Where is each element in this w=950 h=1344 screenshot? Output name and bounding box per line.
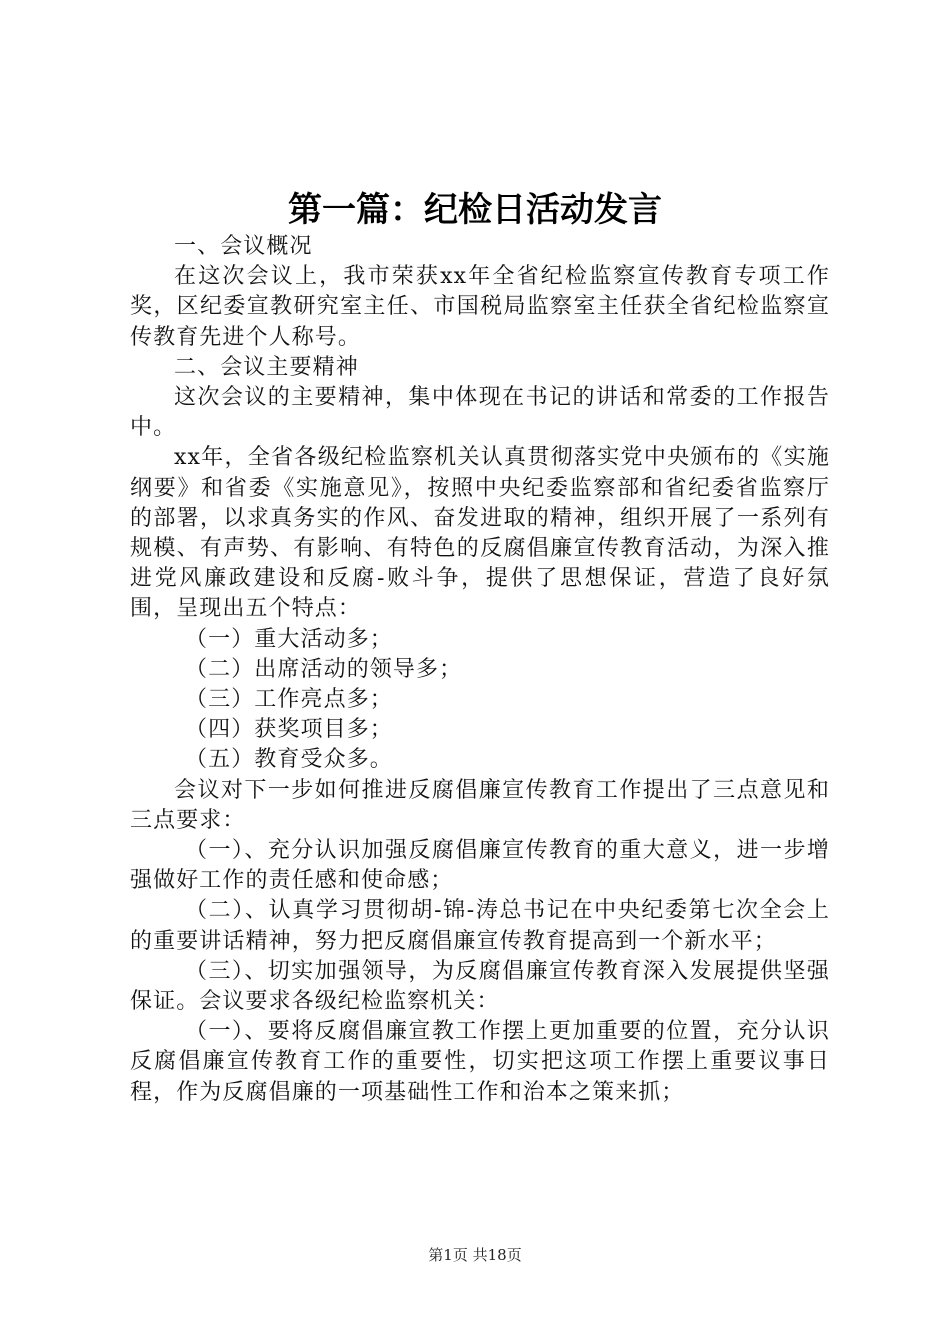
list-item: （二）出席活动的领导多； (185, 656, 463, 682)
section-heading: 二、会议主要精神 (174, 354, 359, 380)
list-item: （三）工作亮点多； (185, 687, 393, 713)
document-title: 第一篇：纪检日活动发言 (288, 190, 662, 230)
document-body (130, 232, 830, 1108)
list-item: （五）教育受众多。 (185, 747, 393, 773)
list-item: （一）、要将反腐倡廉宣教工作摆上更加重要的位置，充分认识反腐倡廉宣传教育工作的重要性，切实把这项工作摆上重要议事日程，作为反腐倡廉的一项基础性工作和治本之策来抓； (130, 1019, 830, 1105)
paragraph: 在这次会议上，我市荣获xx年全省纪检监察宣传教育专项工作奖，区纪委宣教研究室主任、市国税局监察室主任获全省纪检监察宣传教育先进个人称号。 (130, 264, 830, 350)
list-item: （一）重大活动多； (185, 626, 393, 652)
paragraph: 这次会议的主要精神，集中体现在书记的讲话和常委的工作报告中。 (130, 385, 830, 441)
paragraph: xx年，全省各级纪检监察机关认真贯彻落实党中央颁布的《实施纲要》和省委《实施意见》，按照中央纪委监察部和省纪委省监察厅的部署，以求真务实的作风、奋发进取的精神，组织开展了一系列有规模、有声势、有影响、有特色的反腐倡廉宣传教育活动，为深入推进党风廉政建设和反腐-败斗争，提供了思想保证，营造了良好氛围，呈现出五个特点： (130, 445, 830, 622)
list-item: （四）获奖项目多； (185, 717, 393, 743)
paragraph: 会议对下一步如何推进反腐倡廉宣传教育工作提出了三点意见和三点要求： (130, 777, 830, 833)
list-item: （三）、切实加强领导，为反腐倡廉宣传教育深入发展提供坚强保证。会议要求各级纪检监察机关： (130, 958, 830, 1015)
page-number-footer: 第1页 共18页 (428, 1246, 522, 1264)
list-item: （一）、充分认识加强反腐倡廉宣传教育的重大意义，进一步增强做好工作的责任感和使命感； (130, 838, 830, 894)
section-heading: 一、会议概况 (174, 234, 313, 259)
list-item: （二）、认真学习贯彻胡-锦-涛总书记在中央纪委第七次全会上的重要讲话精神，努力把反腐倡廉宣传教育提高到一个新水平； (130, 898, 830, 954)
